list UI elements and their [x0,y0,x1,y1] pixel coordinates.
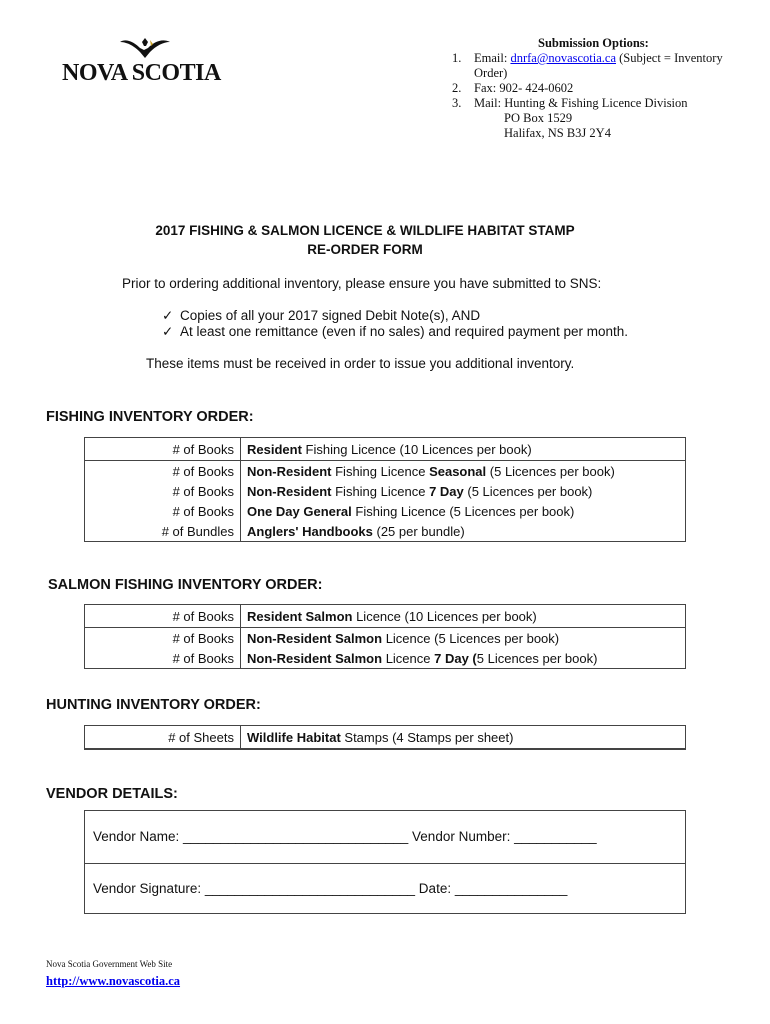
salmon-heading: SALMON FISHING INVENTORY ORDER: [48,577,323,593]
item-description-text: Licence (10 Licences per book) [352,608,537,624]
item-description [241,609,537,624]
email-continuation: Order) [474,66,508,80]
salmon-inventory-table [84,604,686,669]
email-suffix: (Subject = Inventory [616,51,723,65]
quantity-field[interactable]: # of Bundles [85,521,241,541]
inventory-row [85,461,685,481]
quantity-field[interactable]: # of Books [85,628,241,648]
submission-item-fax [452,81,752,96]
item-description-bold: 7 Day ( [434,650,477,666]
quantity-field[interactable]: # of Books [85,438,241,460]
item-description [241,484,592,499]
submission-title: Submission Options: [538,36,649,50]
vendor-heading: VENDOR DETAILS: [46,786,178,802]
item-description [241,464,615,479]
email-link[interactable]: dnrfa@novascotia.ca [510,51,617,65]
vendor-name-number-line[interactable]: Vendor Name: ______________________________ Vendor Number: ___________ [93,829,597,844]
quantity-field[interactable]: # of Books [85,605,241,627]
hunting-heading: HUNTING INVENTORY ORDER: [46,697,261,713]
inventory-row [85,726,685,749]
item-description-bold: Non-Resident Salmon [247,630,383,646]
inventory-row [85,521,685,541]
email-prefix: Email: [474,51,511,65]
item-description-bold: Resident [247,441,302,457]
item-description-text: (5 Licences per book) [486,463,615,479]
vendor-details-box [84,810,686,914]
item-description-text: Fishing Licence (5 Licences per book) [351,503,575,519]
inventory-row [85,438,685,461]
quantity-field[interactable]: # of Books [85,461,241,481]
item-description-text: Stamps (4 Stamps per sheet) [340,729,514,745]
item-description-bold: Seasonal [429,463,487,479]
intro-text: Prior to ordering additional inventory, please ensure you have submitted to SNS: [122,276,602,291]
footer-site-label: Nova Scotia Government Web Site [46,959,173,969]
item-description [241,730,513,745]
item-description-bold: Non-Resident [247,483,332,499]
form-title-line1: 2017 FISHING & SALMON LICENCE & WILDLIFE HABITAT STAMP [155,223,575,238]
nova-scotia-logo [62,36,242,88]
submission-options [452,36,752,141]
item-description [241,631,559,646]
submission-item-email-cont [452,66,752,81]
item-description-bold: Anglers' Handbooks [247,523,373,539]
fishing-heading: FISHING INVENTORY ORDER: [46,409,254,425]
item-description-text: (25 per bundle) [372,523,465,539]
mail-po-box: PO Box 1529 [504,111,573,125]
check-item [162,324,628,340]
check-item [162,308,480,324]
vendor-signature-date-line[interactable]: Vendor Signature: ____________________________ Date: _______________ [93,881,568,896]
check-item-text: Copies of all your 2017 signed Debit Note(s), AND [180,308,481,323]
item-description-bold: One Day General [247,503,352,519]
vendor-divider [85,863,685,864]
item-description-text: Licence (5 Licences per book) [382,630,560,646]
item-description-bold: Wildlife Habitat [247,729,341,745]
item-number: 2. [452,81,462,95]
item-number: 3. [452,96,462,110]
item-description-text: (5 Licences per book) [463,483,593,499]
mail-city: Halifax, NS B3J 2Y4 [504,126,611,140]
checkmark-icon: ✓ [162,308,174,323]
item-description-text: Fishing Licence [331,463,430,479]
form-title [0,221,730,259]
item-description-text: Licence [382,650,435,666]
hunting-inventory-table [84,725,686,750]
item-description-text: Fishing Licence (10 Licences per book) [301,441,532,457]
item-number: 1. [452,51,462,65]
check-item-text: At least one remittance (even if no sales) and required payment per month. [180,324,628,339]
logo-wordmark: NOVA SCOTIA [62,60,221,86]
checkmark-icon: ✓ [162,324,174,339]
item-description [241,504,574,519]
submission-item-email [452,51,752,66]
inventory-row [85,605,685,628]
item-description-text: Fishing Licence [331,483,430,499]
inventory-row [85,501,685,521]
inventory-row [85,628,685,648]
quantity-field[interactable]: # of Books [85,481,241,501]
submission-item-mail [452,96,752,111]
item-description [241,524,465,539]
item-description [241,442,532,457]
form-title-line2: RE-ORDER FORM [307,242,423,257]
quantity-field[interactable]: # of Sheets [85,726,241,748]
inventory-row [85,481,685,501]
quantity-field[interactable]: # of Books [85,648,241,668]
item-description-text: 5 Licences per book) [476,650,598,666]
item-description-bold: 7 Day [429,483,464,499]
footer-website-link[interactable]: http://www.novascotia.ca [46,974,181,988]
requirement-note: These items must be received in order to issue you additional inventory. [146,356,575,371]
inventory-row [85,648,685,668]
fax-text: Fax: 902- 424-0602 [474,81,574,95]
item-description [241,651,597,666]
quantity-field[interactable]: # of Books [85,501,241,521]
item-description-bold: Non-Resident [247,463,332,479]
mail-text: Mail: Hunting & Fishing Licence Division [474,96,688,110]
item-description-bold: Non-Resident Salmon [247,650,383,666]
item-description-bold: Resident Salmon [247,608,353,624]
email-line [474,51,723,66]
fishing-inventory-table [84,437,686,542]
